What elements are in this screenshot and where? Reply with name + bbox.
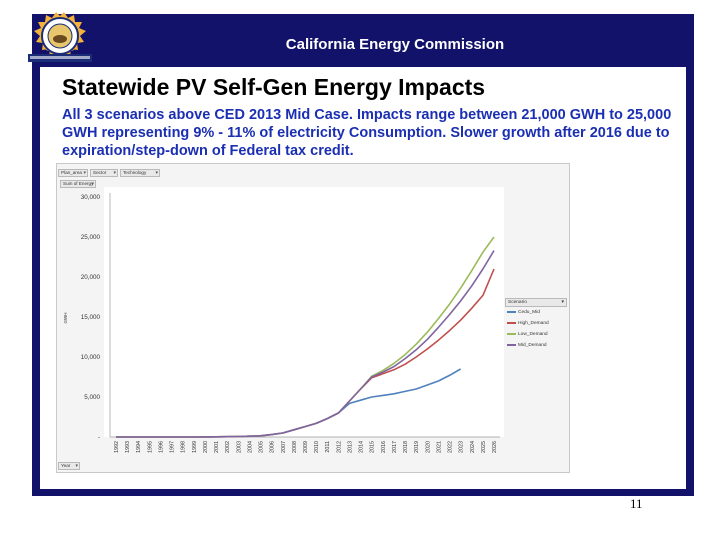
x-tick-label: 2010	[314, 441, 321, 453]
x-tick-label: 1998	[180, 441, 187, 453]
x-tick-label: 2024	[469, 441, 476, 453]
x-tick-label: 1995	[147, 441, 154, 453]
slide-title: Statewide PV Self-Gen Energy Impacts	[62, 74, 486, 100]
y-tick-label: 25,000	[80, 234, 100, 241]
plot-area	[104, 187, 504, 437]
legend-label: High_Demand	[518, 321, 549, 326]
legend-item	[507, 330, 567, 339]
page-number: 11	[630, 496, 643, 511]
y-tick-label: 15,000	[80, 314, 100, 321]
x-tick-label: 2006	[269, 441, 276, 453]
legend-swatch	[507, 333, 516, 335]
y-tick-label: 20,000	[80, 274, 100, 281]
y-tick-label: -	[97, 434, 100, 441]
x-tick-label: 2013	[347, 441, 354, 453]
x-tick-label: 1996	[158, 441, 165, 453]
x-tick-label: 2019	[414, 441, 421, 453]
legend-swatch	[507, 322, 516, 324]
x-tick-label: 2011	[325, 441, 332, 453]
x-tick-label: 2018	[403, 441, 410, 453]
legend-swatch	[507, 311, 516, 313]
legend-item	[507, 341, 567, 350]
x-tick-label: 2026	[492, 441, 498, 453]
x-tick-label: 2003	[236, 441, 243, 453]
scenario-field-button[interactable]: Scenario ▾	[505, 298, 567, 307]
x-tick-label: 2007	[280, 441, 287, 453]
year-field-button[interactable]: Year ▾	[58, 462, 80, 470]
x-tick-label: 1999	[191, 441, 198, 453]
y-tick-label: 30,000	[80, 194, 100, 201]
legend-swatch	[507, 344, 516, 346]
x-tick-label: 2020	[425, 441, 432, 453]
x-tick-label: 2001	[214, 441, 221, 453]
x-tick-label: 2005	[258, 441, 265, 453]
x-tick-label: 1994	[136, 441, 143, 453]
legend-label: Cedu_Mid	[518, 310, 540, 315]
x-tick-label: 2002	[225, 441, 232, 453]
x-tick-label: 1992	[114, 441, 120, 453]
x-tick-label: 2012	[336, 441, 343, 453]
organization-header: California Energy Commission	[285, 35, 505, 53]
legend-item	[507, 308, 567, 317]
state-seal-logo	[20, 12, 100, 72]
y-axis-label: GWH	[63, 312, 68, 324]
x-tick-label: 1997	[169, 441, 176, 453]
x-tick-label: 2000	[202, 441, 209, 453]
x-tick-label: 2023	[458, 441, 465, 453]
x-tick-label: 2025	[480, 441, 487, 453]
x-tick-label: 2016	[380, 441, 387, 453]
x-tick-label: 2021	[436, 441, 443, 453]
x-tick-label: 2015	[369, 441, 376, 453]
technology-filter-button[interactable]: Technology ▾	[120, 169, 160, 177]
legend-item	[507, 319, 567, 328]
x-tick-label: 2009	[303, 441, 309, 453]
slide-subtitle: All 3 scenarios above CED 2013 Mid Case. Impacts range between 21,000 GWH to 25,000 GWH representing 9% - 11% of electricity Consumption. Slower growth after 2016 due to expiration/step-down of Federal tax credit.	[62, 107, 672, 159]
legend-label: Mid_Demand	[518, 343, 547, 348]
plan-area-filter-button[interactable]: Plan_area ▾	[58, 169, 88, 177]
x-tick-label: 2017	[391, 441, 398, 453]
y-tick-label: 5,000	[84, 394, 100, 401]
x-tick-label: 2022	[447, 441, 454, 453]
legend-label: Low_Demand	[518, 332, 548, 337]
x-tick-label: 2008	[291, 441, 298, 453]
chart-legend	[505, 298, 568, 356]
x-tick-label: 2014	[358, 441, 365, 453]
x-tick-label: 2004	[247, 441, 254, 453]
measure-field-button[interactable]: Sum of Energy ▾	[60, 180, 96, 188]
sector-filter-button[interactable]: Sector ▾	[90, 169, 118, 177]
y-tick-label: 10,000	[80, 354, 100, 361]
x-tick-label: 1993	[125, 441, 132, 453]
